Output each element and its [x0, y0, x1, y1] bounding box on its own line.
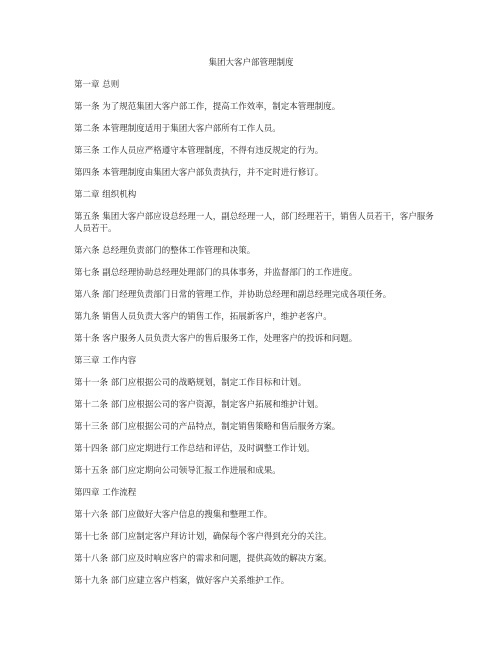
article-17: 第十七条 部门应制定客户拜访计划，确保每个客户得到充分的关注。	[74, 532, 332, 542]
article-9: 第九条 销售人员负责大客户的销售工作，拓展新客户，维护老客户。	[74, 312, 332, 322]
article-2: 第二条 本管理制度适用于集团大客户部所有工作人员。	[74, 124, 281, 134]
article-14: 第十四条 部门应定期进行工作总结和评估，及时调整工作计划。	[74, 444, 315, 454]
article-7: 第七条 副总经理协助总经理处理部门的具体事务，并监督部门的工作进度。	[74, 268, 358, 278]
article-11: 第十一条 部门应根据公司的战略规划，制定工作目标和计划。	[74, 378, 307, 388]
article-4: 第四条 本管理制度由集团大客户部负责执行，并不定时进行修订。	[74, 168, 324, 178]
chapter-1-heading: 第一章 总则	[74, 80, 120, 90]
article-1: 第一条 为了规范集团大客户部工作，提高工作效率，制定本管理制度。	[74, 102, 341, 112]
article-12: 第十二条 部门应根据公司的客户资源，制定客户拓展和维护计划。	[74, 400, 324, 410]
article-13: 第十三条 部门应根据公司的产品特点，制定销售策略和售后服务方案。	[74, 422, 341, 432]
article-15: 第十五条 部门应定期向公司领导汇报工作进展和成果。	[74, 466, 281, 476]
article-5: 第五条 集团大客户部应设总经理一人，副总经理一人，部门经理若干，销售人员若干，客户服务人员若干。	[74, 212, 434, 234]
article-6: 第六条 总经理负责部门的整体工作管理和决策。	[74, 246, 256, 256]
article-3: 第三条 工作人员应严格遵守本管理制度，不得有违反规定的行为。	[74, 146, 324, 156]
article-18: 第十八条 部门应及时响应客户的需求和问题，提供高效的解决方案。	[74, 554, 332, 564]
article-10: 第十条 客户服务人员负责大客户的售后服务工作，处理客户的投诉和问题。	[74, 334, 358, 344]
article-8: 第八条 部门经理负责部门日常的管理工作，并协助总经理和副总经理完成各项任务。	[74, 290, 392, 300]
article-19: 第十九条 部门应建立客户档案，做好客户关系维护工作。	[74, 576, 290, 586]
document-title: 集团大客户部管理制度	[208, 58, 294, 68]
chapter-2-heading: 第二章 组织机构	[74, 190, 137, 200]
chapter-4-heading: 第四章 工作流程	[74, 488, 137, 498]
chapter-3-heading: 第三章 工作内容	[74, 356, 137, 366]
article-16: 第十六条 部门应做好大客户信息的搜集和整理工作。	[74, 510, 273, 520]
